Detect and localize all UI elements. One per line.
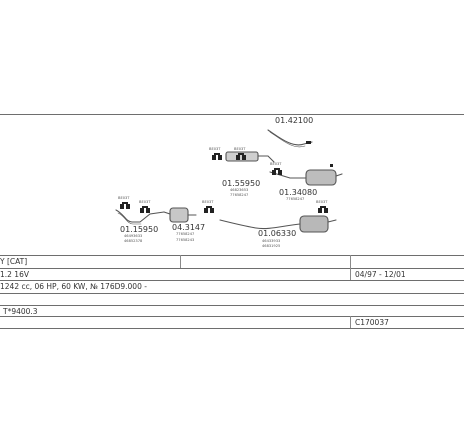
part-number-cat: 04.3147 <box>172 223 206 232</box>
clamp-rear <box>318 206 328 213</box>
ref-front-1: 46493633 <box>124 234 143 238</box>
clamp-label-b1-left: BE03T <box>209 147 221 151</box>
table-rule-3 <box>0 280 464 281</box>
part-number-b2: 01.34080 <box>279 188 318 197</box>
hanger-top <box>306 141 311 144</box>
clamp-mid <box>204 206 214 213</box>
table-rule-2 <box>0 268 464 269</box>
clamp-b1-left <box>212 153 222 160</box>
part-number-b1: 01.55950 <box>222 179 261 188</box>
table-rule-7 <box>0 328 464 329</box>
main-pipe <box>220 220 300 229</box>
ref-cat-2: 77658243 <box>176 238 195 242</box>
catalyst-body <box>170 208 188 222</box>
ref-b1-1: 46823653 <box>230 188 249 192</box>
tailpipe-top <box>268 130 312 145</box>
table-rule-1 <box>0 255 464 256</box>
silencer-rear <box>300 216 328 232</box>
silencer-b2 <box>306 170 336 185</box>
clamp-front-2 <box>140 206 150 213</box>
cat-inlet <box>164 212 170 214</box>
clamp-label-mid: BE03T <box>202 200 214 204</box>
table-divider-2 <box>350 255 351 280</box>
table-divider-3 <box>350 316 351 328</box>
vehicle-code: T*9400.3 <box>3 307 38 316</box>
table-rule-5 <box>0 305 464 306</box>
ref-rear-1: 46433933 <box>262 239 281 243</box>
ref-cat-1: 77658247 <box>176 232 195 236</box>
ref-b2-1: 77658247 <box>286 197 305 201</box>
part-number-top: 01.42100 <box>275 116 314 125</box>
production-period: 04/97 - 12/01 <box>355 270 406 279</box>
engine-model: 1.2 16V <box>0 270 29 279</box>
ref-b1-2: 77658247 <box>230 193 249 197</box>
hanger-b2 <box>330 164 333 167</box>
clamp-label-b2: BE03T <box>270 162 282 166</box>
table-divider-1 <box>180 255 181 268</box>
reference-code: C170037 <box>355 318 389 327</box>
part-number-front: 01.15950 <box>120 225 159 234</box>
clamp-front-1 <box>120 202 130 209</box>
engine-specs: 1242 cc, 06 HP, 60 KW, № 176D9.000 - <box>0 282 147 291</box>
catalyst-note: Y [CAT] <box>0 257 28 266</box>
diagram-top-rule <box>0 114 464 115</box>
clamp-label-front-1: BE03T <box>118 196 130 200</box>
table-rule-4 <box>0 293 464 294</box>
tail-b2 <box>336 174 342 176</box>
part-number-rear: 01.06330 <box>258 229 297 238</box>
clamp-label-rear: BE03T <box>316 200 328 204</box>
clamp-label-b1-right: BE03T <box>234 147 246 151</box>
ref-rear-2: 46831925 <box>262 244 281 248</box>
clamp-label-front-2: BE03T <box>139 200 151 204</box>
ref-front-2: 46852378 <box>124 239 143 243</box>
tail-rear <box>328 220 336 222</box>
table-rule-6 <box>0 316 464 317</box>
